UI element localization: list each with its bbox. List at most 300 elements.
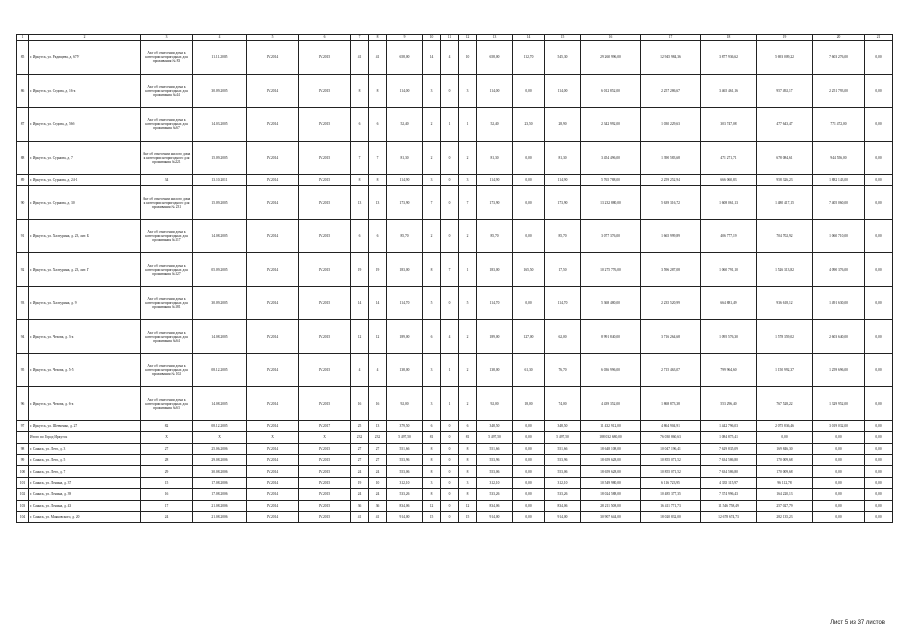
table-cell: 7: [459, 186, 477, 220]
table-cell: 7: [369, 141, 387, 175]
table-cell: 2: [459, 387, 477, 421]
table-cell: 25: [351, 420, 369, 431]
column-number: 9: [387, 35, 423, 41]
table-cell: 379,50: [387, 420, 423, 431]
table-cell: 3 077 376,00: [581, 219, 641, 253]
table-cell: IV.2014: [247, 219, 299, 253]
table-cell: 553,06: [477, 466, 513, 477]
table-cell: 114,00: [477, 74, 513, 108]
table-cell: 348,50: [545, 420, 581, 431]
table-row: [17, 432, 893, 443]
table-cell: 0,00: [513, 420, 545, 431]
table-cell: 1 480 417,15: [757, 186, 813, 220]
table-cell: X: [141, 432, 193, 443]
table-cell: 29.08.2006: [193, 455, 247, 466]
table-cell: г. Саянск, ул. Лето, д. 3: [29, 443, 141, 454]
table-cell: IV.2014: [247, 512, 299, 523]
table-cell: г. Саянск, ул. Лето, д. 7: [29, 466, 141, 477]
table-row: [17, 477, 893, 488]
table-cell: 101: [17, 477, 29, 488]
table-cell: 12: [423, 500, 441, 511]
table-cell: 471 271,71: [701, 141, 757, 175]
table-cell: 834,06: [387, 500, 423, 511]
table-cell: 165,50: [513, 253, 545, 287]
table-cell: г. Иркутск, ул. Шевченко, д. 27: [29, 420, 141, 431]
table-cell: 25.06.2006: [193, 443, 247, 454]
table-cell: 19: [351, 477, 369, 488]
table-cell: Акт об отнесении дома к категории непригодных для проживания № 83: [141, 41, 193, 75]
table-cell: 76 030 860,63: [641, 432, 701, 443]
table-cell: 0: [441, 186, 459, 220]
table-cell: г. Иркутск, ул. Халтурина, д. 23, лит. Г: [29, 253, 141, 287]
table-cell: 11.11.2005: [193, 41, 247, 75]
table-cell: 0,00: [865, 141, 893, 175]
table-cell: 13: [369, 420, 387, 431]
table-cell: 834,06: [477, 500, 513, 511]
table-cell: IV.2014: [247, 141, 299, 175]
table-cell: 183,00: [387, 253, 423, 287]
table-cell: 114,90: [387, 175, 423, 186]
table-cell: IV.2015: [299, 286, 351, 320]
table-cell: 8: [423, 455, 441, 466]
table-row: [17, 320, 893, 354]
table-cell: 658,00: [477, 41, 513, 75]
table-cell: IV.2014: [247, 387, 299, 421]
table-cell: 533,26: [477, 489, 513, 500]
table-cell: 0,00: [513, 186, 545, 220]
table-cell: 3: [459, 477, 477, 488]
table-cell: IV.2014: [247, 41, 299, 75]
table-cell: 2 235 520,99: [641, 286, 701, 320]
table-cell: 312,10: [477, 477, 513, 488]
table-cell: 232: [369, 432, 387, 443]
table-cell: 10 549 980,00: [581, 477, 641, 488]
column-number: 10: [423, 35, 441, 41]
table-cell: IV.2015: [299, 500, 351, 511]
table-cell: Акт об отнесении дома к категории непригодных для проживания №181: [141, 286, 193, 320]
table-cell: 1 329 952,00: [813, 387, 865, 421]
table-cell: 6: [459, 420, 477, 431]
table-cell: Акт об отнесении жилого дома к категории непригодного для проживания № 231: [141, 186, 193, 220]
table-row: [17, 420, 893, 431]
table-cell: 103: [17, 500, 29, 511]
table-cell: 957 492,17: [757, 74, 813, 108]
table-cell: 533,26: [387, 489, 423, 500]
table-cell: 0,00: [513, 455, 545, 466]
table-cell: 0: [441, 175, 459, 186]
table-cell: 127,00: [513, 320, 545, 354]
table-cell: 18 648 108,00: [581, 443, 641, 454]
table-cell: 99: [17, 455, 29, 466]
table-cell: 10 855 071,52: [641, 466, 701, 477]
table-row: [17, 175, 893, 186]
table-cell: 1: [441, 353, 459, 387]
table-cell: 406 777,19: [701, 219, 757, 253]
table-cell: 0,00: [513, 443, 545, 454]
table-cell: 7 405 060,00: [813, 186, 865, 220]
table-cell: 553,06: [545, 466, 581, 477]
table-cell: 102: [17, 489, 29, 500]
table-cell: 170 009,68: [757, 455, 813, 466]
table-cell: 0,00: [813, 512, 865, 523]
table-cell: 2: [423, 108, 441, 142]
table-cell: 3: [423, 387, 441, 421]
column-number: 7: [351, 35, 369, 41]
table-cell: 173,90: [545, 186, 581, 220]
table-cell: 0,00: [865, 387, 893, 421]
table-cell: 61,30: [513, 353, 545, 387]
table-row: [17, 455, 893, 466]
table-cell: г. Иркутск, ул. Сурнова, д. 7: [29, 141, 141, 175]
table-cell: 0,00: [865, 320, 893, 354]
table-cell: 8: [369, 74, 387, 108]
table-cell: 52,40: [477, 108, 513, 142]
table-cell: IV.2015: [299, 253, 351, 287]
table-cell: 2: [459, 219, 477, 253]
table-cell: IV.2014: [247, 500, 299, 511]
table-cell: 164 220,13: [757, 489, 813, 500]
table-cell: 8: [351, 175, 369, 186]
table-cell: 704 702,92: [757, 219, 813, 253]
table-cell: 3 454 496,00: [581, 141, 641, 175]
table-cell: 30.09.2005: [193, 286, 247, 320]
table-cell: IV.2015: [299, 455, 351, 466]
table-cell: IV.2015: [299, 219, 351, 253]
table-cell: 13.10.2011: [193, 175, 247, 186]
table-cell: 41: [351, 41, 369, 75]
column-number: 4: [193, 35, 247, 41]
table-cell: 12 678 674,73: [701, 512, 757, 523]
table-cell: 8: [423, 253, 441, 287]
page-counter: Лист 5 из 37 листов: [830, 620, 885, 626]
table-cell: 18 020 832,00: [641, 512, 701, 523]
table-cell: 0,00: [813, 455, 865, 466]
table-cell: IV.2015: [299, 353, 351, 387]
column-number: 15: [545, 35, 581, 41]
column-number: 2: [29, 35, 141, 41]
table-cell: 0,00: [513, 489, 545, 500]
table-cell: 282 135,23: [757, 512, 813, 523]
table-row: [17, 108, 893, 142]
table-cell: 114,70: [545, 286, 581, 320]
table-row: [17, 219, 893, 253]
table-cell: IV.2015: [299, 108, 351, 142]
table-cell: 8: [423, 466, 441, 477]
table-cell: 4: [441, 41, 459, 75]
table-cell: 6: [369, 219, 387, 253]
table-row: [17, 443, 893, 454]
table-cell: X: [247, 432, 299, 443]
table-cell: 1 095 576,30: [701, 320, 757, 354]
table-cell: 0,00: [865, 489, 893, 500]
table-cell: 8: [351, 74, 369, 108]
column-number: 12: [459, 35, 477, 41]
table-cell: IV.2017: [299, 420, 351, 431]
table-cell: 6: [369, 108, 387, 142]
table-cell: 95: [17, 353, 29, 387]
table-cell: 8: [459, 466, 477, 477]
table-cell: 93: [17, 286, 29, 320]
table-cell: 6 036 996,00: [581, 353, 641, 387]
table-cell: 0,00: [865, 219, 893, 253]
table-cell: 96: [17, 387, 29, 421]
table-cell: 4 335 115,97: [701, 477, 757, 488]
table-cell: 1 060 791,10: [701, 253, 757, 287]
table-cell: 2 342 992,00: [581, 108, 641, 142]
table-cell: 7: [351, 141, 369, 175]
table-cell: 2: [423, 219, 441, 253]
table-cell: 1 868 873,38: [641, 387, 701, 421]
table-cell: 7 634 586,80: [701, 466, 757, 477]
table-cell: 28,90: [545, 108, 581, 142]
table-cell: 0,00: [513, 74, 545, 108]
table-row: [17, 512, 893, 523]
table-cell: 62,00: [545, 320, 581, 354]
table-cell: 91: [17, 219, 29, 253]
table-cell: 11 432 912,00: [581, 420, 641, 431]
table-cell: 97: [17, 420, 29, 431]
table-cell: 188 032 680,00: [581, 432, 641, 443]
table-cell: IV.2015: [299, 141, 351, 175]
table-cell: 112,70: [513, 41, 545, 75]
table-cell: 545,30: [545, 41, 581, 75]
table-cell: 189,00: [477, 320, 513, 354]
table-cell: 0,00: [757, 432, 813, 443]
table-cell: 799 964,60: [701, 353, 757, 387]
table-cell: 0,00: [865, 74, 893, 108]
table-cell: IV.2014: [247, 286, 299, 320]
table-cell: 6: [423, 320, 441, 354]
table-cell: IV.2015: [299, 489, 351, 500]
table-cell: 27: [351, 455, 369, 466]
table-cell: г. Иркутск, ул. Чехова, д. 5-5: [29, 353, 141, 387]
table-cell: 1: [441, 108, 459, 142]
table-row: [17, 466, 893, 477]
table-cell: IV.2014: [247, 477, 299, 488]
table-cell: 0,00: [865, 353, 893, 387]
table-cell: 81: [459, 432, 477, 443]
table-cell: 0: [441, 219, 459, 253]
table-cell: 0: [441, 141, 459, 175]
table-cell: 24: [369, 489, 387, 500]
table-cell: 1 084 875,41: [701, 432, 757, 443]
table-cell: 0,00: [865, 420, 893, 431]
table-cell: Акт об отнесении дома к категории непригодных для проживания №64: [141, 320, 193, 354]
table-cell: 30.08.2006: [193, 466, 247, 477]
table-cell: 12 945 984,36: [641, 41, 701, 75]
table-cell: 3: [459, 74, 477, 108]
table-cell: 0,00: [813, 477, 865, 488]
table-cell: 553,96: [477, 455, 513, 466]
table-cell: 5: [459, 286, 477, 320]
table-cell: 7: [423, 186, 441, 220]
table-cell: Акт об отнесении дома к категории непригодных для проживания № 102: [141, 353, 193, 387]
table-cell: 24: [369, 466, 387, 477]
table-cell: 4 090 376,00: [813, 253, 865, 287]
table-cell: 1 390 583,68: [641, 141, 701, 175]
table-cell: 0,00: [813, 489, 865, 500]
column-number: 21: [865, 35, 893, 41]
table-cell: 10: [369, 477, 387, 488]
table-cell: 553 296,40: [701, 387, 757, 421]
table-cell: 81,30: [545, 141, 581, 175]
table-cell: 8: [459, 455, 477, 466]
table-cell: 0,00: [813, 466, 865, 477]
table-cell: 232: [351, 432, 369, 443]
column-number: 16: [581, 35, 641, 41]
table-cell: Акт об отнесении жилого дома к категории непригодного для проживания №221: [141, 141, 193, 175]
table-cell: 114,90: [477, 175, 513, 186]
table-cell: 114,90: [545, 175, 581, 186]
table-cell: 5 639 316,72: [641, 186, 701, 220]
table-cell: 74,00: [545, 387, 581, 421]
table-cell: 114,00: [387, 74, 423, 108]
table-cell: 08.12.2005: [193, 353, 247, 387]
table-cell: IV.2014: [247, 489, 299, 500]
table-cell: 8: [459, 489, 477, 500]
table-cell: X: [299, 432, 351, 443]
table-cell: 189,00: [387, 320, 423, 354]
table-cell: 1 608 061,13: [701, 186, 757, 220]
table-cell: IV.2014: [247, 466, 299, 477]
table-cell: 2 603 640,00: [813, 320, 865, 354]
table-row: [17, 353, 893, 387]
table-cell: 4 864 904,91: [641, 420, 701, 431]
table-cell: 92,00: [477, 387, 513, 421]
table-cell: 7 374 996,43: [701, 489, 757, 500]
table-cell: 8: [369, 175, 387, 186]
table-cell: 5: [423, 286, 441, 320]
table-cell: 87: [17, 108, 29, 142]
table-cell: 10 275 776,00: [581, 253, 641, 287]
table-cell: 348,50: [477, 420, 513, 431]
table-cell: 82: [141, 420, 193, 431]
column-number: 13: [477, 35, 513, 41]
table-cell: 3 465 461,16: [701, 74, 757, 108]
table-cell: 12: [351, 320, 369, 354]
table-cell: 1 150 992,37: [757, 353, 813, 387]
table-cell: 36: [369, 500, 387, 511]
table-cell: 7 603 276,00: [813, 41, 865, 75]
table-cell: 914,00: [545, 512, 581, 523]
table-cell: 12: [369, 320, 387, 354]
table-cell: 551,66: [477, 443, 513, 454]
table-row: [17, 387, 893, 421]
table-cell: IV.2014: [247, 253, 299, 287]
column-number: 19: [757, 35, 813, 41]
table-cell: 17.08.2006: [193, 489, 247, 500]
table-cell: 114,70: [387, 286, 423, 320]
table-cell: 41: [369, 41, 387, 75]
table-cell: 24: [351, 489, 369, 500]
table-cell: 0,00: [865, 500, 893, 511]
table-cell: 41: [369, 512, 387, 523]
table-cell: 2 075 836,46: [757, 420, 813, 431]
table-cell: 81: [423, 432, 441, 443]
column-number: 8: [369, 35, 387, 41]
table-cell: 658,00: [387, 41, 423, 75]
table-cell: 0: [441, 74, 459, 108]
table-cell: 94: [17, 320, 29, 354]
table-cell: 5 368 480,00: [581, 286, 641, 320]
table-cell: Акт об отнесении дома к категории непригодных для проживания №127: [141, 253, 193, 287]
table-cell: Акт об отнесении дома к категории непригодных для проживания №117: [141, 219, 193, 253]
table-cell: 0: [441, 466, 459, 477]
table-cell: 90: [17, 186, 29, 220]
table-cell: 34: [141, 175, 193, 186]
table-cell: г. Саянск, ул. Маяковского, д. 20: [29, 512, 141, 523]
column-number: 1: [17, 35, 29, 41]
table-row: [17, 286, 893, 320]
table-cell: 183,00: [477, 253, 513, 287]
table-cell: 24: [141, 512, 193, 523]
table-cell: 13 232 880,00: [581, 186, 641, 220]
table-cell: 303 747,08: [701, 108, 757, 142]
table-cell: 0,00: [865, 175, 893, 186]
table-cell: 138,00: [387, 353, 423, 387]
table-cell: 1 030 229,63: [641, 108, 701, 142]
table-cell: 6: [351, 219, 369, 253]
table-cell: 6 116 723,95: [641, 477, 701, 488]
table-cell: 3 596 287,08: [641, 253, 701, 287]
column-number: 3: [141, 35, 193, 41]
table-cell: 11 546 758,49: [701, 500, 757, 511]
table-cell: 19: [369, 253, 387, 287]
table-cell: 3: [423, 175, 441, 186]
table-cell: 0,00: [865, 512, 893, 523]
table-cell: 0,00: [865, 41, 893, 75]
table-cell: 21.08.2006: [193, 512, 247, 523]
table-cell: 08.12.2005: [193, 420, 247, 431]
table-cell: IV.2014: [247, 420, 299, 431]
table-cell: 98: [17, 443, 29, 454]
table-cell: 76,70: [545, 353, 581, 387]
table-cell: г. Иркутск, ул. Сурнова, д. 30: [29, 186, 141, 220]
table-cell: 0,00: [865, 253, 893, 287]
table-cell: X: [193, 432, 247, 443]
column-number: 5: [247, 35, 299, 41]
table-cell: 2 715 463,07: [641, 353, 701, 387]
table-cell: 0,00: [513, 512, 545, 523]
table-cell: 5 693 009,22: [757, 41, 813, 75]
table-cell: 96 112,78: [757, 477, 813, 488]
table-cell: 2: [459, 141, 477, 175]
table-cell: 834,06: [545, 500, 581, 511]
table-cell: 14.03.2005: [193, 108, 247, 142]
column-number: 14: [513, 35, 545, 41]
table-cell: [17, 432, 29, 443]
column-number: 11: [441, 35, 459, 41]
table-row: [17, 141, 893, 175]
table-row: [17, 186, 893, 220]
table-cell: 6 012 852,00: [581, 74, 641, 108]
table-cell: 114,70: [477, 286, 513, 320]
table-cell: IV.2015: [299, 512, 351, 523]
table-cell: Акт об отнесении дома к категории непригодных для проживания №63: [141, 387, 193, 421]
table-cell: 85: [17, 41, 29, 75]
table-cell: 89: [17, 175, 29, 186]
table-cell: 169 846,30: [757, 443, 813, 454]
table-cell: 0,00: [513, 500, 545, 511]
table-cell: 2: [459, 320, 477, 354]
table-row: [17, 74, 893, 108]
table-cell: 0,00: [865, 186, 893, 220]
table-cell: 104: [17, 512, 29, 523]
table-cell: 36: [351, 500, 369, 511]
table-cell: 10 485 377,35: [641, 489, 701, 500]
table-cell: 28: [141, 455, 193, 466]
table-cell: 936 618,12: [757, 286, 813, 320]
